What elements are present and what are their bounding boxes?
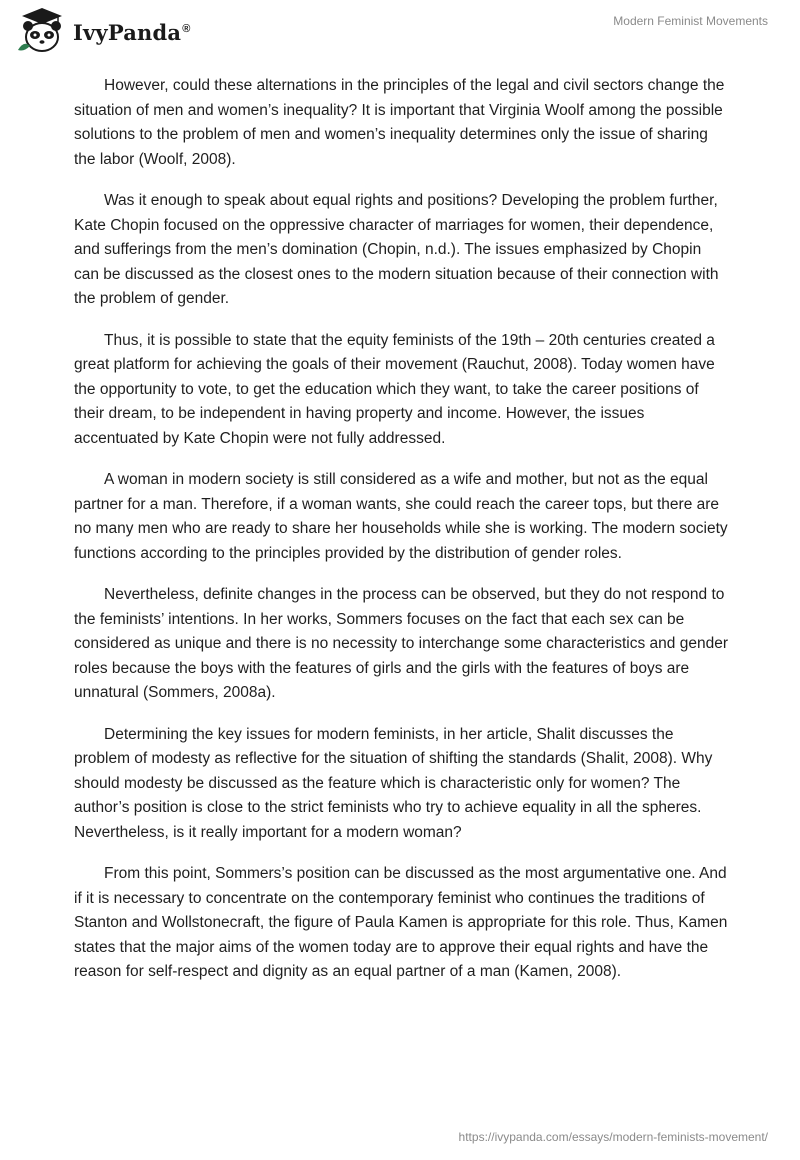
panda-graduate-icon: [14, 6, 70, 56]
registered-mark: ®: [182, 22, 191, 35]
paragraph: Was it enough to speak about equal rights and positions? Developing the problem further, Kate Chopin focused on the oppressive character of marriages for women, their dependence, and sufferings from the men’s domination (Chopin, n.d.). The issues emphasized by Chopin can be discussed as the closest ones to the modern situation because of their connection with the problem of gender.: [74, 192, 719, 307]
paragraph: However, could these alternations in the principles of the legal and civil sectors change the situation of men and women’s inequality? It is important that Virginia Woolf among the possible solutions to the problem of men and women’s inequality determines only the issue of sharing the labor (Woolf, 2008).: [74, 77, 725, 168]
brand-logo[interactable]: [14, 6, 191, 56]
paragraph: A woman in modern society is still considered as a wife and mother, but not as the equal partner for a man. Therefore, if a woman wants, she could reach the career tops, but there are no many men who are ready to share her households while she is working. The modern society functions according to the principles provided by the distribution of gender roles.: [74, 471, 728, 562]
source-url-link[interactable]: https://ivypanda.com/essays/modern-feminists-movement/: [458, 1130, 768, 1144]
paragraph: Determining the key issues for modern feminists, in her article, Shalit discusses the problem of modesty as reflective for the situation of shifting the standards (Shalit, 2008). Why should modesty be discussed as the feature which is characteristic only for women? The author’s position is close to the strict feminists who try to achieve equality in all the spheres. Nevertheless, is it really important for a modern woman?: [74, 725, 713, 841]
brand-name: IvyPanda®: [73, 19, 191, 45]
page-header: [0, 0, 800, 62]
paragraph: From this point, Sommers’s position can be discussed as the most argumentative one. And if it is necessary to concentrate on the contemporary feminist who continues the traditions of Stanton and Wollstonecraft, the figure of Paula Kamen is appropriate for this role. Thus, Kamen states that the major aims of the women today are to approve their equal rights and have the reason for self-respect and dignity as an equal partner of a man (Kamen, 2008).: [74, 865, 728, 980]
essay-body: [74, 74, 728, 1002]
paragraph: Thus, it is possible to state that the equity feminists of the 19th – 20th centuries created a great platform for achieving the goals of their movement (Rauchut, 2008). Today women have the opportunity to vote, to get the education which they want, to take the career positions of their dream, to be independent in having property and income. However, the issues accentuated by Kate Chopin were not fully addressed.: [74, 331, 715, 447]
document-title: Modern Feminist Movements: [613, 14, 768, 28]
paragraph: Nevertheless, definite changes in the process can be observed, but they do not respond to the feminists’ intentions. In her works, Sommers focuses on the fact that each sex can be considered as unique and there is no necessity to interchange some characteristics and gender roles because the boys with the features of girls and the girls with the features of boys are unnatural (Sommers, 2008a).: [74, 586, 728, 701]
